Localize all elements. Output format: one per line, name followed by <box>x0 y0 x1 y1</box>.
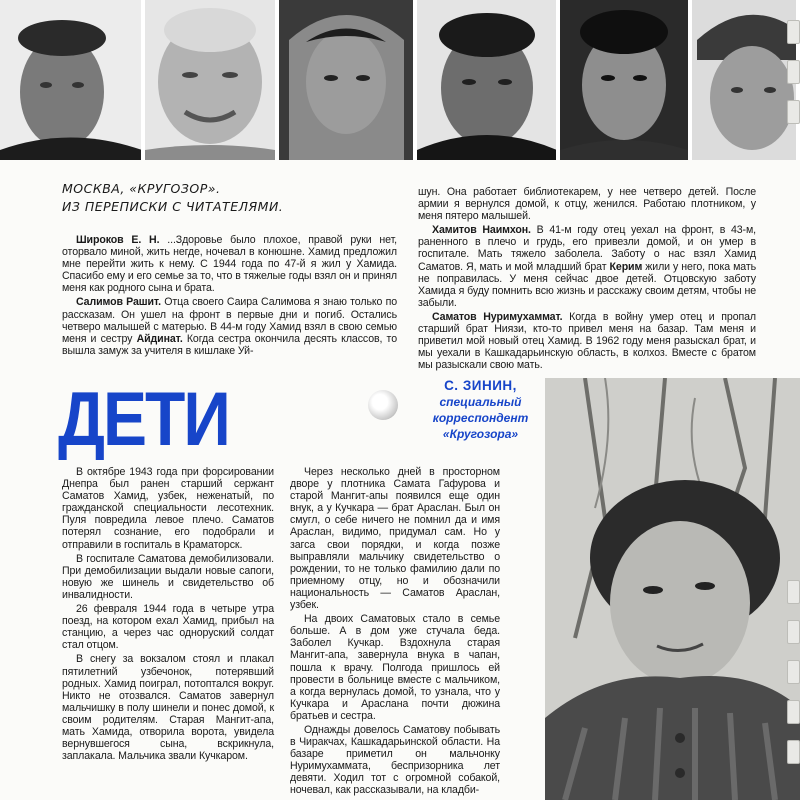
story-paragraph: Через несколько дней в просторном дворе у плотника Самата Гафурова и старой Мангит-апы появился еще один внук, а у Кучкара — брат Араслан. Был он смугл, о себе ничего не помнил да и имя Араслан, видимо, придумал сам. Но у загса свои порядки, и когда позже выправляли мальчику свидетельство о рождении, то не только фамилию дали по приемному отцу, но и обозначили национальность — Саматов Араслан, узбек. <box>290 466 500 612</box>
credit-text <box>413 378 548 442</box>
portrait-photo-6 <box>692 0 796 160</box>
portrait-photo-5 <box>560 0 687 160</box>
letter-name: Айдинат. <box>136 332 183 345</box>
binding-ring <box>787 660 800 684</box>
letter-text: Когда в войну умер отец и пропал старший брат Ниязи, кто-то привел меня на базар. Там меня и приветил мой новый отец Хамид. В 1962 году меня разыскал брат, и мы уехали в Кашкадарьинскую область, в колхоз. Вместе с братом мы разыскали свою мать. <box>418 310 757 372</box>
story-paragraph: На двоих Саматовых стало в семье больше. А в дом уже стучала беда. Заболел Кучкар. Вздохнула старая Мангит-апа, завернула внука в чапан, пошла к врачу. Полгода пришлось ей провести в больнице вместе с мальчиком, а когда вернулась домой, то узнала, что у Кучкара и Арaслана почти дюжина братьев и сестра. <box>290 613 500 722</box>
story-column-left <box>62 466 274 764</box>
binding-ring <box>787 580 800 604</box>
binding-spine <box>783 0 800 800</box>
portrait-photo-1 <box>0 0 141 160</box>
letter-author: Широков Е. Н. <box>76 234 160 246</box>
author-credit <box>368 378 548 441</box>
portrait-photo-4 <box>417 0 556 160</box>
portrait-photo-2 <box>145 0 274 160</box>
letter-author: Хамитов Наимхон. <box>432 224 531 237</box>
header-location: МОСКВА, «КРУГОЗОР». <box>62 181 221 196</box>
letter-paragraph <box>418 311 756 371</box>
header-subtitle: ИЗ ПЕРЕПИСКИ С ЧИТАТЕЛЯМИ. <box>62 199 284 214</box>
letter-paragraph <box>62 234 397 294</box>
magazine-name: «Кругозора» <box>442 427 519 441</box>
letter-text: шун. Она работает библиотекарем, у нее четверо детей. После армии я вернулся домой, к отцу, женился. Работаю плотником, у меня пятеро малышей. <box>418 186 756 223</box>
story-paragraph: В октябре 1943 года при форсировании Днепра был ранен старший сержант Саматов Хамид, узбек, неженатый, по гражданской специальности лесотехник. Пуля повредила левое плечо. Саматов потерял сознание, его подобрали и отправили в госпиталь в Краматорск. <box>62 466 274 551</box>
flexi-disc-icon <box>368 390 398 420</box>
letters-column-left <box>62 234 397 359</box>
portrait-strip <box>0 0 800 160</box>
author-role: корреспондент <box>432 411 529 425</box>
author-name: С. ЗИНИН, <box>444 378 517 393</box>
letter-paragraph <box>418 224 756 309</box>
story-paragraph: Однажды довелось Саматову побывать в Чиракчах, Кашкадарьинской области. На базаре приметил он мальчонку Нуримухаммата, беспризорника лет девяти. Ходил тот с огромной собакой, ночевал, как рассказывали, на кладби- <box>290 723 500 797</box>
letter-author: Саматов Нуримухаммат. <box>432 310 563 323</box>
binding-ring <box>787 20 800 44</box>
letter-text: ...Здоровье было плохое, правой руки нет, оторвало миной, жить негде, ночевал в конюшне. Хамид предложил мне перейти жить к нему. С 1944 года по 47-й я жил у Хамида. Спасибо ему и его семье за то, что в тяжелые годы взял он и принял меня как родного сына и брата. <box>62 234 397 295</box>
binding-ring <box>787 740 800 764</box>
letter-name: Керим <box>609 260 643 273</box>
binding-ring <box>787 60 800 84</box>
letter-text: жили у него, пока мать не поправилась. У меня сейчас двое детей. Отцовскую заботу Хамида я буду помнить всю жизнь и расскажу своим детям, чтобы не забыли. <box>418 260 756 309</box>
story-column-right <box>290 466 500 799</box>
letter-text: Когда сестра окончила десять классов, то вышла замуж за учителя в кишлаке Уй- <box>62 332 397 357</box>
author-role: специальный <box>439 395 522 409</box>
letter-paragraph <box>418 186 756 222</box>
binding-ring <box>787 620 800 644</box>
child-photo <box>545 378 800 800</box>
letter-text: В 41-м году отец уехал на фронт, в 43-м, раненного в плечо и грудь, его привезли домой, и он умер в госпитале. Мать тяжело заболела. Заботу о нас взял Хамид Саматов. Я, мать и мой младший брат <box>418 224 757 273</box>
story-paragraph: В госпитале Саматова демобилизовали. При демобилизации выдали новые сапоги, новую же шинель и свидетельство об инвалидности. <box>62 552 274 601</box>
article-title: ДЕТИ <box>58 376 229 462</box>
binding-ring <box>787 700 800 724</box>
letter-author: Салимов Рашит. <box>76 296 161 309</box>
story-paragraph: 26 февраля 1944 года в четыре утра поезд, на котором ехал Хамид, прибыл на станцию, а через час одноруский солдат стал отцом. <box>62 603 274 652</box>
letter-paragraph <box>62 296 397 356</box>
letter-text: Отца своего Саира Салимова я знаю только по рассказам. Он ушел на фронт в первые дни и погиб. Остались четверо малышей с матерью. В 44-м году Хамид взял в свою семью меня и сестру <box>62 296 398 345</box>
binding-ring <box>787 100 800 124</box>
letters-column-right <box>418 186 756 373</box>
story-paragraph: В снегу за вокзалом стоял и плакал пятилетний узбечонок, потерявший родных. Хамид поиграл, потоптался вокруг. Никто не отозвался. Саматов завернул мальчишку в полу шинели и понес домой, к своим родителям. Старая Мангит-апа, мать Хамида, отворила ворота, увидела вернувшегося сына, вскрикнула, заплакала. Мальчика звали Кучкаром. <box>62 653 274 763</box>
portrait-photo-3 <box>279 0 413 160</box>
letters-header <box>62 180 407 216</box>
